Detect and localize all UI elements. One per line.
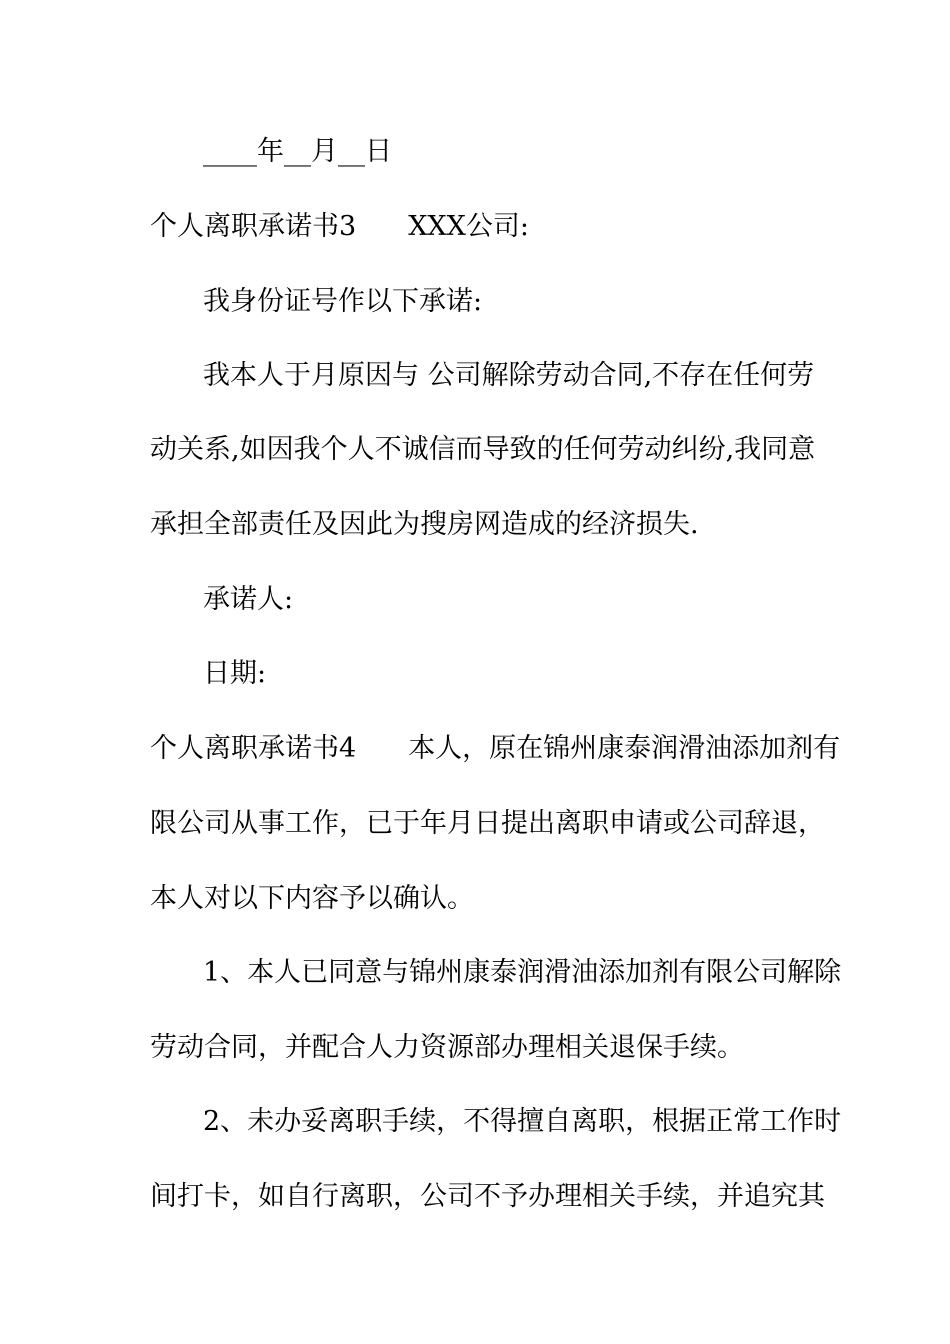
paragraph-line: 我本人于月原因与 公司解除劳动合同,不存在任何劳 bbox=[203, 360, 815, 391]
list-item-2: 2、未办妥离职手续，不得擅自离职，根据正常工作时 bbox=[203, 1106, 842, 1137]
list-item-1: 1、本人已同意与锦州康泰润滑油添加剂有限公司解除 bbox=[203, 957, 842, 988]
paragraph-line: 本人对以下内容予以确认。 bbox=[150, 883, 474, 914]
paragraph-line: 劳动合同，并配合人力资源部办理相关退保手续。 bbox=[150, 1032, 744, 1063]
paragraph-line: 间打卡，如自行离职，公司不予办理相关手续，并追究其 bbox=[150, 1181, 825, 1212]
paragraph-line: 动关系,如因我个人不诚信而导致的任何劳动纠纷,我同意 bbox=[150, 434, 816, 465]
date-label-line: 日期: bbox=[203, 658, 267, 689]
company-salutation: XXX公司: bbox=[408, 211, 529, 242]
date-line: ____年__月__日 bbox=[203, 136, 392, 167]
paragraph-start: 本人，原在锦州康泰润滑油添加剂有 bbox=[408, 733, 841, 764]
section-title-3: 个人离职承诺书3 bbox=[150, 211, 357, 242]
paragraph-line: 我身份证号作以下承诺: bbox=[203, 286, 483, 317]
paragraph-line: 限公司从事工作，已于年月日提出离职申请或公司辞退， bbox=[150, 808, 825, 839]
signer-line: 承诺人: bbox=[203, 584, 294, 615]
heading-line-4 bbox=[150, 731, 850, 767]
paragraph-line: 承担全部责任及因此为搜房网造成的经济损失. bbox=[150, 509, 699, 540]
heading-line-3 bbox=[150, 209, 850, 245]
section-title-4: 个人离职承诺书4 bbox=[150, 733, 357, 764]
